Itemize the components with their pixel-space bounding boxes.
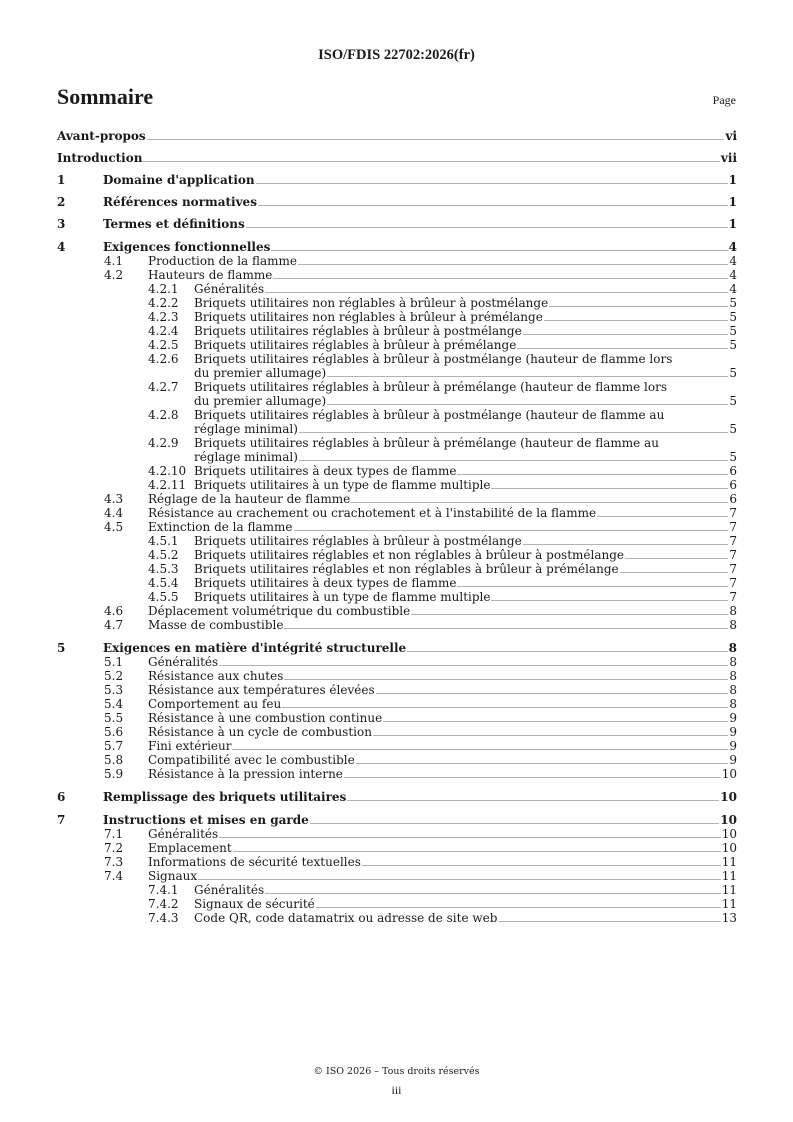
dot-leader bbox=[411, 614, 728, 615]
toc-entry[interactable] bbox=[57, 173, 737, 187]
page-number: iii bbox=[391, 1083, 402, 1097]
toc-entry-number: 4.2.4 bbox=[148, 324, 179, 338]
toc-entry-number: 4 bbox=[57, 240, 66, 254]
dot-leader bbox=[597, 516, 728, 517]
dot-leader bbox=[498, 921, 720, 922]
toc-entry-title: Briquets utilitaires non réglables à brûleur à postmélange bbox=[194, 296, 549, 310]
toc-entry-page: 13 bbox=[721, 911, 737, 925]
dot-leader bbox=[284, 679, 728, 680]
toc-entry-page: 1 bbox=[728, 195, 737, 209]
dot-leader bbox=[294, 530, 729, 531]
toc-entry-number: 4.5.1 bbox=[148, 534, 179, 548]
toc-entry-title: Avant-propos bbox=[57, 129, 146, 143]
toc-entry-number: 4.2.10 bbox=[148, 464, 187, 478]
toc-entry-page: 11 bbox=[721, 855, 737, 869]
toc-entry-number: 4.2.9 bbox=[148, 436, 179, 450]
toc-entry-title: Généralités bbox=[194, 282, 265, 296]
toc-entry-title: Remplissage des briquets utilitaires bbox=[103, 790, 347, 804]
dot-leader bbox=[523, 544, 729, 545]
toc-entry-number: 2 bbox=[57, 195, 66, 209]
toc-entry-number: 4.5.2 bbox=[148, 548, 179, 562]
toc-entry-number: 4.5.3 bbox=[148, 562, 179, 576]
toc-entry-title: Briquets utilitaires réglables et non réglables à brûleur à postmélange bbox=[194, 548, 625, 562]
toc-entry-page: 8 bbox=[729, 655, 737, 669]
toc-entry-title: Code QR, code datamatrix ou adresse de site web bbox=[194, 911, 498, 925]
toc-entry-number: 5.9 bbox=[104, 767, 124, 781]
toc-entry-number: 5.6 bbox=[104, 725, 124, 739]
toc-entry-page: 5 bbox=[729, 324, 737, 338]
toc-entry[interactable] bbox=[57, 725, 737, 739]
toc-entry-number: 4.5.5 bbox=[148, 590, 179, 604]
toc-entry-number: 4.2.1 bbox=[148, 282, 179, 296]
page-column-label: Page bbox=[712, 93, 736, 107]
toc-entry[interactable] bbox=[57, 604, 737, 618]
dot-leader bbox=[457, 474, 728, 475]
dot-leader bbox=[356, 763, 729, 764]
toc-entry-title: Réglage de la hauteur de flamme bbox=[148, 492, 351, 506]
toc-entry-number: 1 bbox=[57, 173, 66, 187]
dot-leader bbox=[219, 837, 721, 838]
toc-entry-page: 5 bbox=[729, 366, 737, 380]
toc-entry-title: Briquets utilitaires réglables à brûleur à postmélange bbox=[194, 534, 522, 548]
toc-entry[interactable] bbox=[57, 655, 737, 669]
toc-entry[interactable] bbox=[57, 841, 737, 855]
toc-entry[interactable] bbox=[57, 324, 737, 338]
toc-entry-page: 5 bbox=[729, 296, 737, 310]
toc-entry-page: 1 bbox=[728, 217, 737, 231]
toc-entry-number: 4.2.6 bbox=[148, 352, 179, 366]
toc-entry-title: Briquets utilitaires réglables à brûleur à postmélange (hauteur de flamme lors bbox=[194, 352, 673, 366]
table-of-contents bbox=[57, 129, 737, 925]
toc-entry[interactable] bbox=[57, 151, 737, 165]
dot-leader bbox=[344, 777, 721, 778]
dot-leader bbox=[198, 879, 721, 880]
dot-leader bbox=[258, 205, 728, 206]
toc-entry-page: 6 bbox=[729, 478, 737, 492]
toc-entry-page: 10 bbox=[721, 827, 737, 841]
toc-entry[interactable] bbox=[57, 813, 737, 827]
toc-entry[interactable] bbox=[57, 296, 737, 310]
toc-entry-number: 7.2 bbox=[104, 841, 124, 855]
dot-leader bbox=[273, 278, 728, 279]
toc-entry-title: Références normatives bbox=[103, 195, 257, 209]
toc-entry-page: 5 bbox=[729, 310, 737, 324]
dot-leader bbox=[310, 823, 720, 824]
toc-entry[interactable] bbox=[57, 254, 737, 268]
toc-entry-title: Termes et définitions bbox=[103, 217, 245, 231]
toc-entry[interactable] bbox=[57, 436, 737, 464]
toc-entry-number: 4.3 bbox=[104, 492, 124, 506]
dot-leader bbox=[523, 334, 729, 335]
toc-entry-page: 10 bbox=[721, 767, 737, 781]
toc-entry-page: 9 bbox=[729, 725, 737, 739]
toc-entry[interactable] bbox=[57, 506, 737, 520]
toc-entry-title: Signaux de sécurité bbox=[194, 897, 315, 911]
toc-entry-number: 5.2 bbox=[104, 669, 124, 683]
toc-entry-number: 5.4 bbox=[104, 697, 124, 711]
toc-entry[interactable] bbox=[57, 641, 737, 655]
toc-entry-title-continued: du premier allumage) bbox=[194, 366, 327, 380]
toc-entry-title: Masse de combustible bbox=[148, 618, 284, 632]
toc-entry-number: 7.4 bbox=[104, 869, 124, 883]
dot-leader bbox=[457, 586, 728, 587]
toc-entry-page: 10 bbox=[720, 790, 737, 804]
toc-entry-title: Domaine d'application bbox=[103, 173, 255, 187]
toc-entry-title: Exigences fonctionnelles bbox=[103, 240, 271, 254]
page-title: Sommaire bbox=[57, 84, 154, 109]
toc-entry-number: 4.6 bbox=[104, 604, 124, 618]
toc-entry-number: 4.1 bbox=[104, 254, 124, 268]
toc-entry[interactable] bbox=[57, 534, 737, 548]
toc-entry[interactable] bbox=[57, 590, 737, 604]
toc-entry-title: Briquets utilitaires non réglables à brûleur à prémélange bbox=[194, 310, 543, 324]
toc-entry[interactable] bbox=[57, 739, 737, 753]
toc-entry[interactable] bbox=[57, 240, 737, 254]
toc-entry-title: Briquets utilitaires réglables à brûleur à postmélange (hauteur de flamme au bbox=[194, 408, 665, 422]
toc-entry[interactable] bbox=[57, 911, 737, 925]
toc-entry[interactable] bbox=[57, 520, 737, 534]
toc-entry-title: Résistance à un cycle de combustion bbox=[148, 725, 372, 739]
dot-leader bbox=[271, 250, 727, 251]
toc-entry[interactable] bbox=[57, 618, 737, 632]
toc-entry-title-continued: réglage minimal) bbox=[194, 450, 298, 464]
toc-entry-title: Résistance à une combustion continue bbox=[148, 711, 383, 725]
toc-entry-number: 4.5 bbox=[104, 520, 124, 534]
toc-entry-page: 11 bbox=[721, 897, 737, 911]
toc-entry-page: 8 bbox=[729, 683, 737, 697]
toc-entry-title-continued: du premier allumage) bbox=[194, 394, 327, 408]
toc-entry-title: Briquets utilitaires réglables à brûleur à prémélange bbox=[194, 338, 517, 352]
dot-leader bbox=[373, 735, 728, 736]
toc-entry-number: 5.3 bbox=[104, 683, 124, 697]
toc-entry[interactable] bbox=[57, 464, 737, 478]
dot-leader bbox=[143, 161, 719, 162]
toc-entry-title: Résistance à la pression interne bbox=[148, 767, 343, 781]
toc-entry-page: 5 bbox=[729, 422, 737, 436]
toc-entry-number: 5.8 bbox=[104, 753, 124, 767]
toc-entry-page: 7 bbox=[729, 590, 737, 604]
toc-entry-title: Briquets utilitaires réglables à brûleur à postmélange bbox=[194, 324, 522, 338]
toc-entry-title: Briquets utilitaires à un type de flamme multiple bbox=[194, 478, 491, 492]
toc-entry-page: 4 bbox=[728, 240, 737, 254]
toc-entry-title: Comportement au feu bbox=[148, 697, 282, 711]
toc-entry-title: Généralités bbox=[194, 883, 265, 897]
dot-leader bbox=[147, 139, 725, 140]
toc-entry-page: 8 bbox=[729, 669, 737, 683]
toc-entry-number: 6 bbox=[57, 790, 66, 804]
toc-entry-number: 7.1 bbox=[104, 827, 124, 841]
toc-entry-page: vii bbox=[720, 151, 737, 165]
toc-entry-number: 5 bbox=[57, 641, 66, 655]
dot-leader bbox=[265, 292, 728, 293]
toc-entry-page: 7 bbox=[729, 520, 737, 534]
toc-entry-page: 9 bbox=[729, 739, 737, 753]
toc-entry-page: 4 bbox=[729, 254, 737, 268]
toc-entry[interactable] bbox=[57, 338, 737, 352]
toc-entry[interactable] bbox=[57, 683, 737, 697]
dot-leader bbox=[282, 707, 728, 708]
toc-entry-page: 7 bbox=[729, 576, 737, 590]
toc-entry-number: 4.2.2 bbox=[148, 296, 179, 310]
toc-entry-page: 10 bbox=[721, 841, 737, 855]
toc-entry-title: Hauteurs de flamme bbox=[148, 268, 273, 282]
toc-entry-title: Extinction de la flamme bbox=[148, 520, 293, 534]
toc-entry-title: Généralités bbox=[148, 827, 219, 841]
toc-entry-number: 4.2.11 bbox=[148, 478, 187, 492]
toc-entry[interactable] bbox=[57, 548, 737, 562]
toc-entry-number: 7.4.2 bbox=[148, 897, 179, 911]
toc-entry-title: Briquets utilitaires réglables à brûleur à prémélange (hauteur de flamme lors bbox=[194, 380, 667, 394]
toc-entry-page: 10 bbox=[720, 813, 737, 827]
toc-entry[interactable] bbox=[57, 310, 737, 324]
dot-leader bbox=[407, 651, 727, 652]
toc-entry[interactable] bbox=[57, 883, 737, 897]
toc-entry[interactable] bbox=[57, 268, 737, 282]
toc-entry-title: Instructions et mises en garde bbox=[103, 813, 309, 827]
toc-entry-title: Emplacement bbox=[148, 841, 232, 855]
toc-entry-number: 7.3 bbox=[104, 855, 124, 869]
toc-entry[interactable] bbox=[57, 576, 737, 590]
toc-entry-page: 8 bbox=[729, 618, 737, 632]
toc-entry-title: Briquets utilitaires réglables et non réglables à brûleur à prémélange bbox=[194, 562, 619, 576]
dot-leader bbox=[517, 348, 728, 349]
dot-leader bbox=[232, 749, 728, 750]
toc-entry[interactable] bbox=[57, 711, 737, 725]
toc-entry[interactable] bbox=[57, 282, 737, 296]
toc-entry-title: Briquets utilitaires réglables à brûleur à prémélange (hauteur de flamme au bbox=[194, 436, 659, 450]
toc-entry-page: 5 bbox=[729, 394, 737, 408]
toc-entry-title: Résistance aux chutes bbox=[148, 669, 284, 683]
toc-entry[interactable] bbox=[57, 869, 737, 883]
toc-entry[interactable] bbox=[57, 562, 737, 576]
toc-entry-page: 9 bbox=[729, 753, 737, 767]
toc-entry-number: 7 bbox=[57, 813, 66, 827]
toc-entry-page: 5 bbox=[729, 450, 737, 464]
dot-leader bbox=[625, 558, 728, 559]
toc-entry-page: 7 bbox=[729, 562, 737, 576]
toc-entry[interactable] bbox=[57, 855, 737, 869]
toc-entry[interactable] bbox=[57, 669, 737, 683]
toc-entry-page: 7 bbox=[729, 506, 737, 520]
toc-entry-page: 8 bbox=[728, 641, 737, 655]
dot-leader bbox=[620, 572, 729, 573]
dot-leader bbox=[265, 893, 721, 894]
toc-entry-title: Résistance au crachement ou crachotement et à l'instabilité de la flamme bbox=[148, 506, 597, 520]
toc-entry-page: 11 bbox=[721, 869, 737, 883]
dot-leader bbox=[491, 600, 728, 601]
toc-entry-title: Briquets utilitaires à un type de flamme multiple bbox=[194, 590, 491, 604]
toc-entry-title: Informations de sécurité textuelles bbox=[148, 855, 361, 869]
toc-entry-title: Signaux bbox=[148, 869, 198, 883]
dot-leader bbox=[347, 800, 719, 801]
toc-entry-page: 7 bbox=[729, 548, 737, 562]
dot-leader bbox=[284, 628, 728, 629]
toc-entry[interactable] bbox=[57, 478, 737, 492]
toc-entry-page: 7 bbox=[729, 534, 737, 548]
toc-entry-page: 6 bbox=[729, 464, 737, 478]
dot-leader bbox=[351, 502, 728, 503]
toc-entry-title: Déplacement volumétrique du combustible bbox=[148, 604, 411, 618]
toc-entry-page: 9 bbox=[729, 711, 737, 725]
toc-entry[interactable] bbox=[57, 352, 737, 380]
toc-entry[interactable] bbox=[57, 195, 737, 209]
toc-entry[interactable] bbox=[57, 129, 737, 143]
toc-entry-page: 11 bbox=[721, 883, 737, 897]
toc-entry-title: Généralités bbox=[148, 655, 219, 669]
toc-entry-number: 7.4.1 bbox=[148, 883, 179, 897]
toc-entry[interactable] bbox=[57, 753, 737, 767]
toc-entry-number: 4.4 bbox=[104, 506, 124, 520]
toc-entry[interactable] bbox=[57, 492, 737, 506]
toc-entry[interactable] bbox=[57, 697, 737, 711]
toc-entry-number: 4.5.4 bbox=[148, 576, 179, 590]
toc-entry-number: 5.5 bbox=[104, 711, 124, 725]
toc-entry[interactable] bbox=[57, 790, 737, 804]
dot-leader bbox=[491, 488, 728, 489]
toc-entry[interactable] bbox=[57, 380, 737, 408]
dot-leader bbox=[256, 183, 728, 184]
dot-leader bbox=[327, 376, 728, 377]
dot-leader bbox=[549, 306, 728, 307]
toc-entry-number: 3 bbox=[57, 217, 66, 231]
toc-entry-title: Exigences en matière d'intégrité structurelle bbox=[103, 641, 407, 655]
toc-entry-number: 4.2.7 bbox=[148, 380, 179, 394]
toc-entry-number: 7.4.3 bbox=[148, 911, 179, 925]
toc-entry-number: 4.2.8 bbox=[148, 408, 179, 422]
toc-entry[interactable] bbox=[57, 827, 737, 841]
dot-leader bbox=[383, 721, 728, 722]
dot-leader bbox=[316, 907, 721, 908]
toc-entry-page: 5 bbox=[729, 338, 737, 352]
toc-entry-title-continued: réglage minimal) bbox=[194, 422, 298, 436]
dot-leader bbox=[299, 460, 728, 461]
toc-entry-title: Fini extérieur bbox=[148, 739, 232, 753]
toc-entry-title: Production de la flamme bbox=[148, 254, 298, 268]
toc-entry[interactable] bbox=[57, 217, 737, 231]
dot-leader bbox=[544, 320, 729, 321]
toc-entry-number: 5.1 bbox=[104, 655, 124, 669]
toc-entry[interactable] bbox=[57, 767, 737, 781]
toc-entry-page: 8 bbox=[729, 697, 737, 711]
toc-entry-page: 8 bbox=[729, 604, 737, 618]
dot-leader bbox=[298, 264, 728, 265]
toc-entry-page: 6 bbox=[729, 492, 737, 506]
toc-entry-title: Compatibilité avec le combustible bbox=[148, 753, 355, 767]
toc-entry[interactable] bbox=[57, 897, 737, 911]
toc-entry-title: Briquets utilitaires à deux types de flamme bbox=[194, 464, 457, 478]
toc-entry-number: 4.7 bbox=[104, 618, 124, 632]
dot-leader bbox=[219, 665, 728, 666]
toc-entry-number: 4.2.5 bbox=[148, 338, 179, 352]
toc-entry-page: 4 bbox=[729, 282, 737, 296]
dot-leader bbox=[376, 693, 729, 694]
toc-entry-title: Résistance aux températures élevées bbox=[148, 683, 375, 697]
toc-entry-page: 4 bbox=[729, 268, 737, 282]
dot-leader bbox=[299, 432, 728, 433]
dot-leader bbox=[327, 404, 728, 405]
dot-leader bbox=[246, 227, 728, 228]
toc-entry[interactable] bbox=[57, 408, 737, 436]
toc-entry-number: 4.2 bbox=[104, 268, 124, 282]
dot-leader bbox=[233, 851, 721, 852]
toc-entry-number: 4.2.3 bbox=[148, 310, 179, 324]
toc-entry-title: Introduction bbox=[57, 151, 143, 165]
toc-entry-number: 5.7 bbox=[104, 739, 124, 753]
document-id-header: ISO/FDIS 22702:2026(fr) bbox=[318, 47, 475, 63]
copyright-footer: © ISO 2026 – Tous droits réservés bbox=[313, 1066, 480, 1077]
toc-entry-title: Briquets utilitaires à deux types de flamme bbox=[194, 576, 457, 590]
dot-leader bbox=[362, 865, 721, 866]
toc-entry-page: 1 bbox=[728, 173, 737, 187]
toc-entry-page: vi bbox=[725, 129, 737, 143]
